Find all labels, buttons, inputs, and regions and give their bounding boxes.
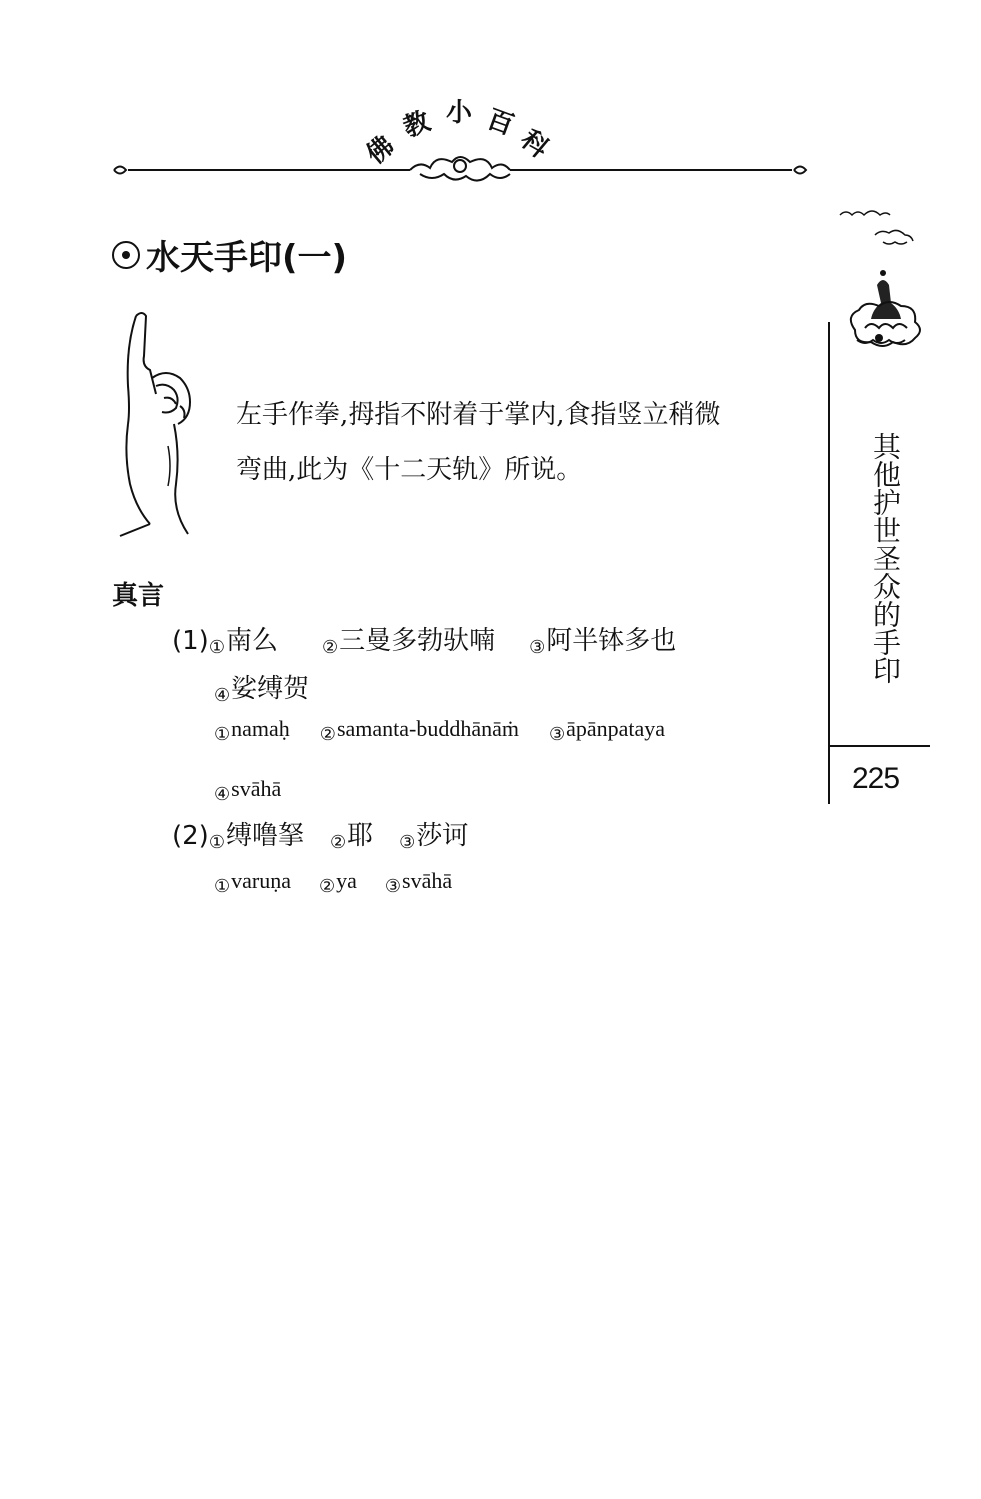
header-cloud-ornament <box>110 148 810 188</box>
bullet-circle-icon <box>112 241 140 269</box>
item-number: ① <box>214 724 231 744</box>
mantra-cn-item: 莎诃 <box>416 821 469 851</box>
mantra-cn-item: 三曼多勃驮喃 <box>339 626 496 656</box>
mantra-cn-item: 娑缚贺 <box>231 674 310 704</box>
mantra-group2-roman-line <box>214 868 452 894</box>
mantra-roman-item: ya <box>336 868 357 893</box>
item-number: ③ <box>399 832 416 853</box>
mantra-group1-cn-line <box>214 668 309 705</box>
item-number: ③ <box>384 876 402 896</box>
description-line: 弯曲,此为《十二天轨》所说。 <box>236 455 583 485</box>
item-number: ② <box>330 832 347 853</box>
mantra-roman-item: varuṇa <box>231 868 291 893</box>
side-horizontal-rule <box>830 745 930 747</box>
mantra-roman-item: āpānpataya <box>566 716 666 741</box>
mantra-heading: 真言 <box>112 581 165 611</box>
mantra-roman-item: svāhā <box>231 776 282 801</box>
item-number: ④ <box>214 685 231 706</box>
mantra-cn-item: 缚噜拏 <box>225 821 304 851</box>
item-number: ③ <box>529 637 546 658</box>
mantra-cn-item: 阿半钵多也 <box>546 626 677 656</box>
item-number: ④ <box>214 784 231 804</box>
item-number: ② <box>322 637 339 658</box>
side-vertical-rule <box>828 322 830 804</box>
item-number: ① <box>208 637 225 658</box>
description <box>236 388 816 498</box>
description-line: 左手作拳,拇指不附着于掌内,食指竖立稍微 <box>236 400 721 430</box>
chapter-title: 其他护世圣众的手印 <box>869 432 902 684</box>
mantra-group1-roman-line <box>214 716 665 742</box>
page-number: 225 <box>852 762 900 795</box>
section-title-text: 水天手印(一) <box>146 238 348 278</box>
header-char: 教 <box>399 106 435 144</box>
mantra-group1-roman-line <box>214 776 281 802</box>
header-char: 百 <box>482 104 518 142</box>
item-number: ② <box>319 724 336 744</box>
mantra-roman-item: samanta-buddhānāṁ <box>336 716 519 741</box>
header-char: 小 <box>446 98 473 128</box>
mantra-cn-item: 南么 <box>225 626 278 656</box>
item-number: ① <box>214 876 231 896</box>
mantra-roman-item: namaḥ <box>231 716 290 741</box>
group-label: (1) <box>172 626 209 656</box>
header-char: 科 <box>514 124 555 165</box>
guardian-figure-icon <box>835 200 925 360</box>
mantra-roman-item: svāhā <box>402 868 453 893</box>
mantra-cn-item: 耶 <box>347 821 374 851</box>
section-title <box>112 230 347 279</box>
item-number: ② <box>319 876 336 896</box>
header-char: 佛 <box>361 130 401 171</box>
item-number: ③ <box>549 724 566 744</box>
item-number: ① <box>208 832 225 853</box>
group-label: (2) <box>172 821 209 851</box>
mantra-group1-cn-line <box>172 620 676 657</box>
mantra-group2-cn-line <box>172 815 468 852</box>
hand-mudra-illustration <box>108 306 208 538</box>
